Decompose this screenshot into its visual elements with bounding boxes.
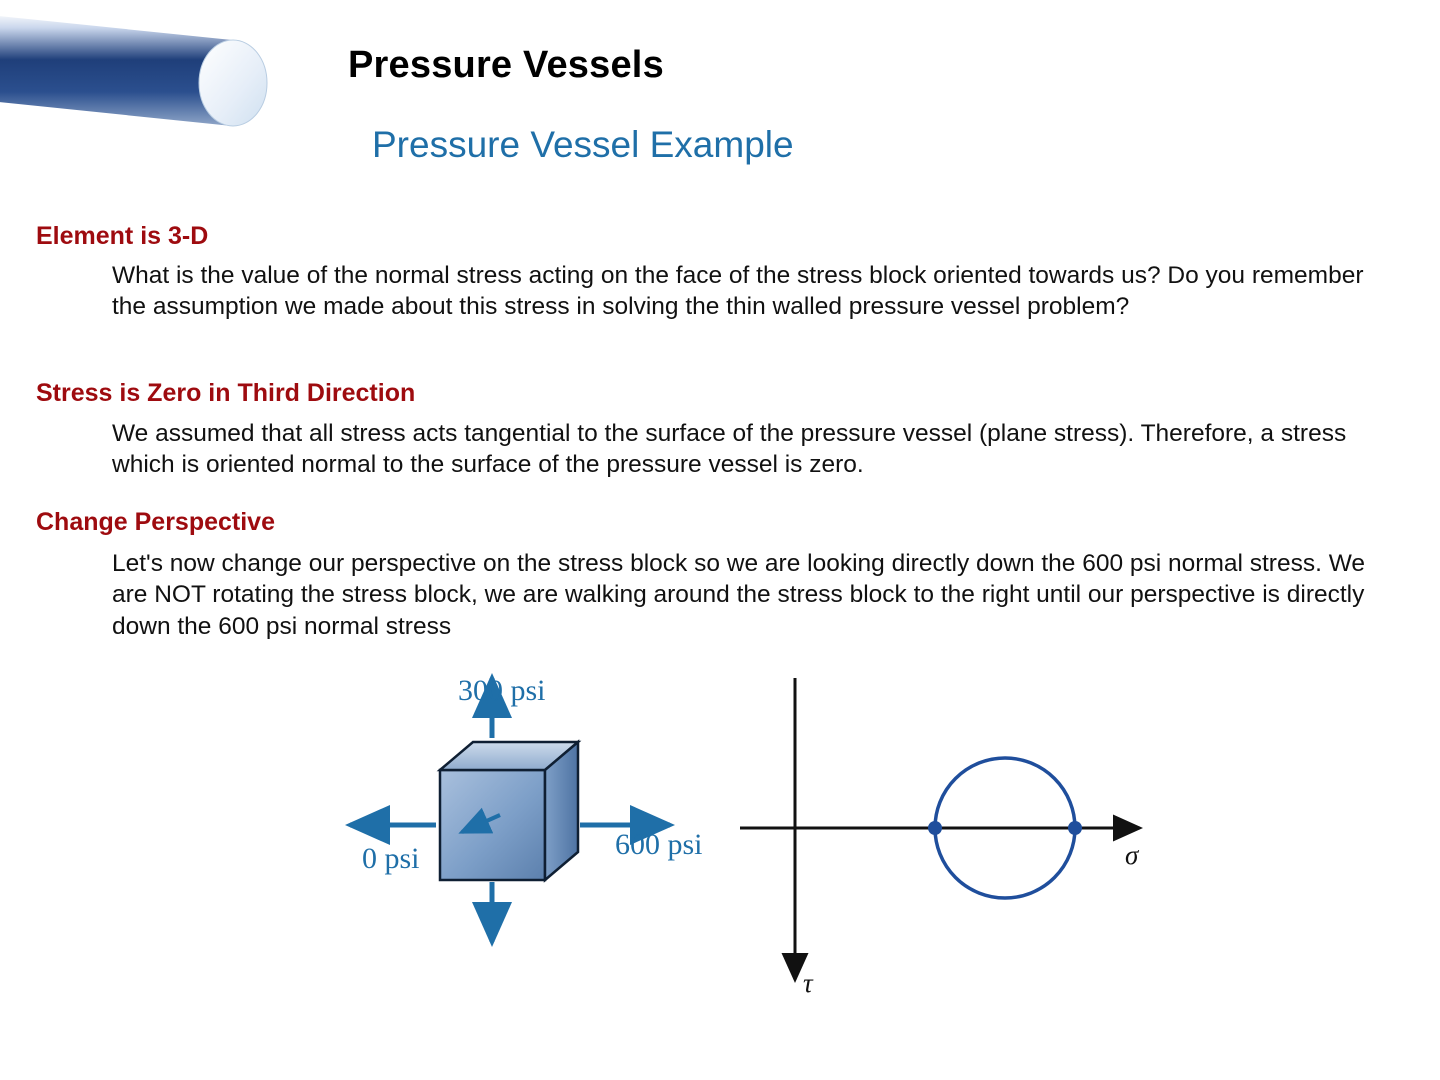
figure-svg [340, 660, 1160, 1020]
figure-stress-block-and-mohr-circle [340, 660, 1160, 1020]
mohr-point-sigma1 [1068, 821, 1082, 835]
stress-block-cube [440, 742, 578, 880]
cylinder-icon [0, 6, 310, 131]
section-heading-element-is-3d: Element is 3-D [36, 222, 209, 250]
section-body-stress-is-zero: We assumed that all stress acts tangential to the surface of the pressure vessel (plane stress). Therefore, a stress which is oriented normal to the surface of the pressure vessel is zero. [112, 420, 1347, 479]
axis-label-tau: τ [803, 968, 813, 998]
page-title: Pressure Vessels [348, 44, 664, 86]
section-body-change-perspective: Let's now change our perspective on the stress block so we are looking directly down the 600 psi normal stress. We are NOT rotating the stress block, we are walking around the stress block to the right until our perspective is directly down the 600 psi normal stress [112, 550, 1366, 640]
section-body-element-is-3d: What is the value of the normal stress acting on the face of the stress block oriented towards us? Do you remember the assumption we made about this stress in solving the thin walled pressure vessel problem? [112, 262, 1364, 321]
mohr-point-sigma2 [928, 821, 942, 835]
page-subtitle: Pressure Vessel Example [372, 124, 794, 165]
label-600-psi: 600 psi [615, 828, 703, 861]
label-0-psi: 0 psi [362, 842, 420, 875]
section-heading-stress-is-zero: Stress is Zero in Third Direction [36, 379, 416, 407]
label-300-psi: 300 psi [458, 674, 546, 707]
axis-label-sigma: σ [1125, 840, 1139, 870]
section-heading-change-perspective: Change Perspective [36, 508, 275, 536]
